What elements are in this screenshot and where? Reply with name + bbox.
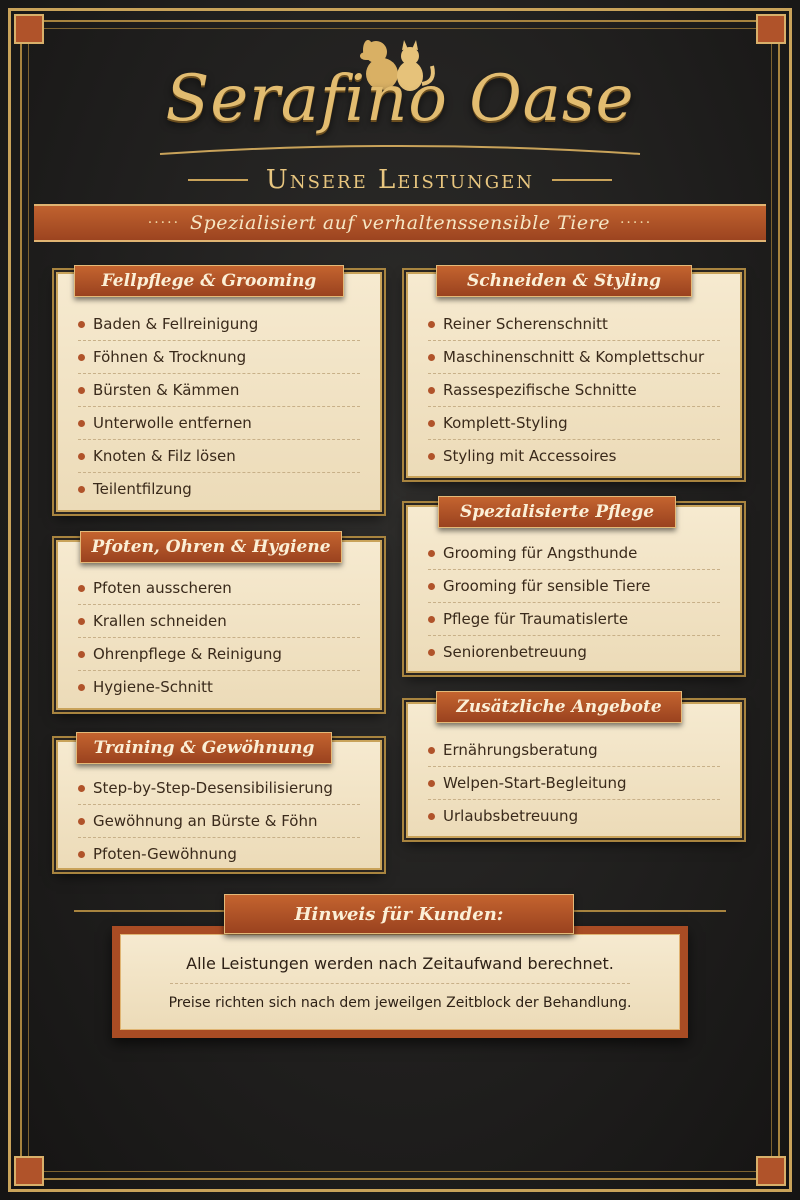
- notice-title: Hinweis für Kunden:: [224, 894, 574, 934]
- extra-list: [428, 734, 720, 832]
- list-item: Welpen-Start-Begleitung: [428, 767, 720, 800]
- tagline-banner: [34, 204, 766, 242]
- list-item: Komplett-Styling: [428, 407, 720, 440]
- bullet-dot-icon: [428, 616, 435, 623]
- list-item: Teilentfilzung: [78, 473, 360, 505]
- banner-dots-left: ·····: [147, 215, 181, 231]
- bullet-dot-icon: [428, 813, 435, 820]
- subtitle-row: [0, 162, 800, 198]
- page-subtitle: Unsere Leistungen: [265, 165, 535, 195]
- grooming-list: [78, 308, 360, 505]
- card-hygiene: [56, 540, 382, 710]
- card-grooming: [56, 272, 382, 512]
- bullet-dot-icon: [78, 321, 85, 328]
- notice-rule-right: [574, 910, 726, 912]
- special-list: [428, 537, 720, 668]
- list-item: Grooming für Angsthunde: [428, 537, 720, 570]
- bullet-dot-icon: [78, 420, 85, 427]
- card-title-training: Training & Gewöhnung: [76, 732, 332, 764]
- styling-list: [428, 308, 720, 472]
- subtitle-rule-right: [552, 179, 612, 181]
- card-title-styling: Schneiden & Styling: [436, 265, 692, 297]
- notice-rule-left: [74, 910, 224, 912]
- bullet-dot-icon: [78, 851, 85, 858]
- list-item: Pflege für Traumatislerte: [428, 603, 720, 636]
- list-item: Gewöhnung an Bürste & Föhn: [78, 805, 360, 838]
- notice-line-1: Alle Leistungen werden nach Zeitaufwand berechnet.: [186, 953, 614, 973]
- list-item: Hygiene-Schnitt: [78, 671, 360, 703]
- list-item: Styling mit Accessoires: [428, 440, 720, 472]
- list-item: Föhnen & Trocknung: [78, 341, 360, 374]
- brand-swash-ornament: [150, 142, 650, 162]
- card-title-hygiene: Pfoten, Ohren & Hygiene: [80, 531, 342, 563]
- card-title-grooming: Fellpflege & Grooming: [74, 265, 344, 297]
- bullet-dot-icon: [78, 354, 85, 361]
- list-item: Step-by-Step-Desensibilisierung: [78, 772, 360, 805]
- bullet-dot-icon: [428, 649, 435, 656]
- list-item: Grooming für sensible Tiere: [428, 570, 720, 603]
- card-special: [406, 505, 742, 673]
- list-item: Knoten & Filz lösen: [78, 440, 360, 473]
- list-item: Ohrenpflege & Reinigung: [78, 638, 360, 671]
- corner-ornament-bottom-left: [14, 1156, 44, 1186]
- card-styling: [406, 272, 742, 478]
- corner-ornament-bottom-right: [756, 1156, 786, 1186]
- corner-ornament-top-right: [756, 14, 786, 44]
- list-item: Seniorenbetreuung: [428, 636, 720, 668]
- notice-box: [112, 926, 688, 1038]
- bullet-dot-icon: [428, 747, 435, 754]
- list-item: Urlaubsbetreuung: [428, 800, 720, 832]
- list-item: Bürsten & Kämmen: [78, 374, 360, 407]
- bullet-dot-icon: [428, 420, 435, 427]
- bullet-dot-icon: [428, 453, 435, 460]
- card-title-extra: Zusätzliche Angebote: [436, 691, 682, 723]
- bullet-dot-icon: [78, 387, 85, 394]
- bullet-dot-icon: [78, 684, 85, 691]
- notice-inner: [120, 934, 680, 1030]
- list-item: Baden & Fellreinigung: [78, 308, 360, 341]
- notice-line-2: Preise richten sich nach dem jeweilgen Zeitblock der Behandlung.: [168, 994, 632, 1011]
- brand-title: Serafino Oase: [165, 62, 635, 136]
- list-item: Unterwolle entfernen: [78, 407, 360, 440]
- list-item: Maschinenschnitt & Komplettschur: [428, 341, 720, 374]
- list-item: Rassespezifische Schnitte: [428, 374, 720, 407]
- banner-dots-right: ·····: [619, 215, 653, 231]
- bullet-dot-icon: [428, 780, 435, 787]
- bullet-dot-icon: [78, 651, 85, 658]
- tagline-text: Spezialisiert auf verhaltenssensible Tiere: [190, 212, 610, 234]
- training-list: [78, 772, 360, 870]
- hygiene-list: [78, 572, 360, 703]
- bullet-dot-icon: [428, 387, 435, 394]
- list-item: Pfoten-Gewöhnung: [78, 838, 360, 870]
- bullet-dot-icon: [78, 453, 85, 460]
- corner-ornament-top-left: [14, 14, 44, 44]
- notice-divider: [170, 983, 630, 985]
- bullet-dot-icon: [78, 585, 85, 592]
- bullet-dot-icon: [78, 618, 85, 625]
- bullet-dot-icon: [428, 321, 435, 328]
- list-item: Reiner Scherenschnitt: [428, 308, 720, 341]
- bullet-dot-icon: [78, 486, 85, 493]
- bullet-dot-icon: [78, 785, 85, 792]
- bullet-dot-icon: [428, 550, 435, 557]
- subtitle-rule-left: [188, 179, 248, 181]
- card-title-special: Spezialisierte Pflege: [438, 496, 676, 528]
- bullet-dot-icon: [428, 354, 435, 361]
- list-item: Pfoten ausscheren: [78, 572, 360, 605]
- list-item: Krallen schneiden: [78, 605, 360, 638]
- bullet-dot-icon: [428, 583, 435, 590]
- list-item: Ernährungsberatung: [428, 734, 720, 767]
- bullet-dot-icon: [78, 818, 85, 825]
